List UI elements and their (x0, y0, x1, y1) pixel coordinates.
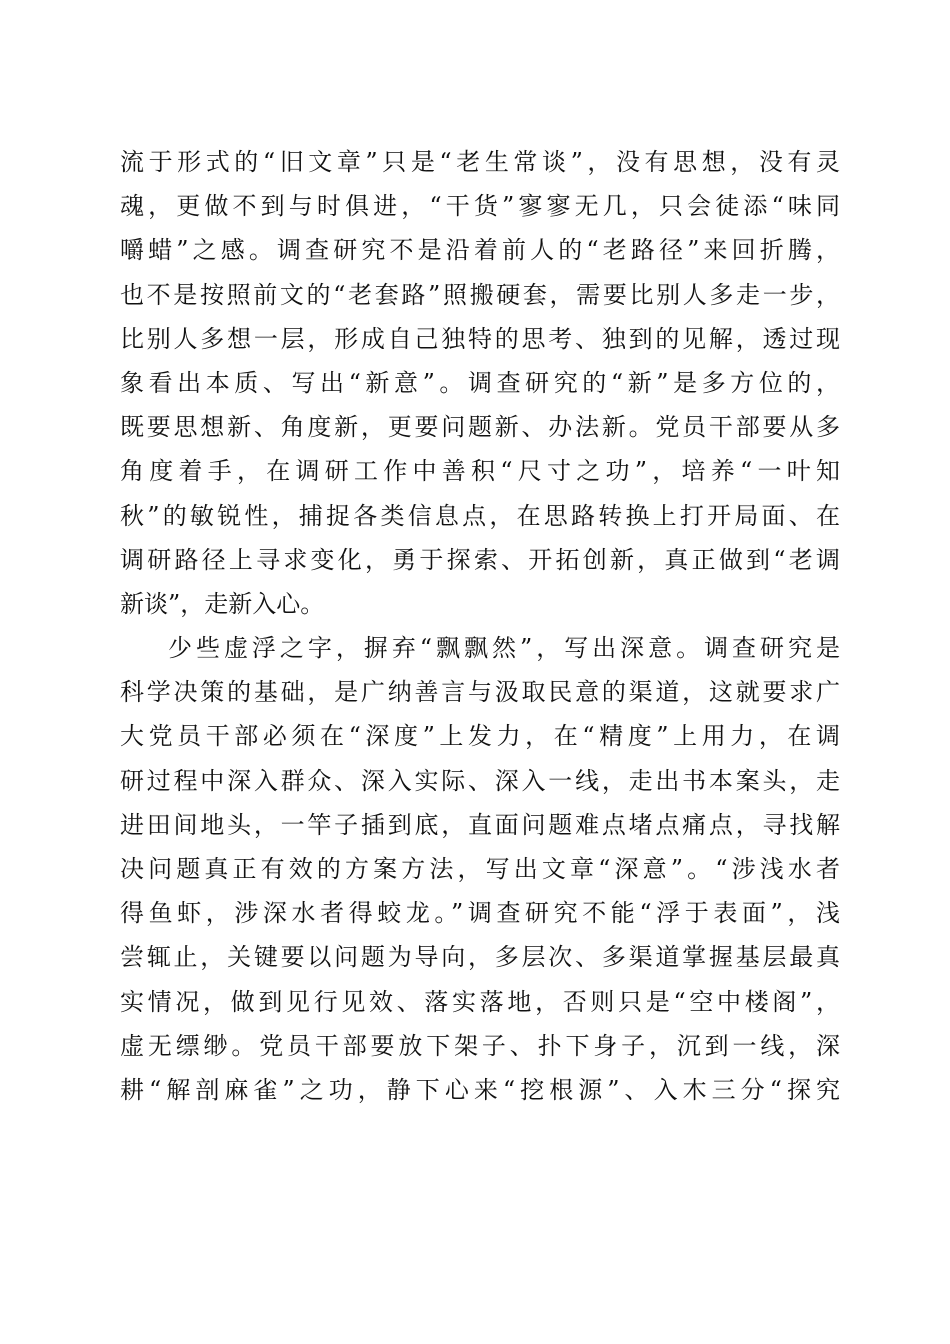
text-line: 实情况，做到见行见效、落实落地，否则只是“空中楼阁”， (120, 987, 840, 1016)
text-line: 得鱼虾，涉深水者得蛟龙。”调查研究不能“浮于表面”，浅 (120, 899, 840, 928)
text-line: 耕“解剖麻雀”之功，静下心来“挖根源”、入木三分“探究 (120, 1075, 840, 1104)
text-line: 流于形式的“旧文章”只是“老生常谈”，没有思想，没有灵 (120, 148, 840, 176)
text-line: 研过程中深入群众、深入实际、深入一线，走出书本案头，走 (120, 766, 840, 795)
text-line: 调研路径上寻求变化，勇于探索、开拓创新，真正做到“老调 (120, 545, 840, 574)
text-line: 秋”的敏锐性，捕捉各类信息点，在思路转换上打开局面、在 (120, 501, 840, 530)
text-line: 角度着手，在调研工作中善积“尺寸之功”，培养“一叶知 (120, 457, 840, 486)
paragraph (120, 626, 840, 1112)
body-text (120, 140, 840, 1112)
text-line: 科学决策的基础，是广纳善言与汲取民意的渠道，这就要求广 (120, 678, 840, 707)
text-line: 比别人多想一层，形成自己独特的思考、独到的见解，透过现 (120, 324, 840, 353)
text-line: 尝辄止，关键要以问题为导向，多层次、多渠道掌握基层最真 (120, 943, 840, 972)
text-line: 象看出本质、写出“新意”。调查研究的“新”是多方位的， (120, 368, 840, 397)
text-line: 既要思想新、角度新，更要问题新、办法新。党员干部要从多 (120, 413, 840, 442)
text-line: 虚无缥缈。党员干部要放下架子、扑下身子，沉到一线，深 (120, 1031, 840, 1060)
text-line: 也不是按照前文的“老套路”照搬硬套，需要比别人多走一步， (120, 280, 840, 309)
text-line: 大党员干部必须在“深度”上发力，在“精度”上用力，在调 (120, 722, 840, 751)
paragraph (120, 140, 840, 626)
text-line: 嚼蜡”之感。调查研究不是沿着前人的“老路径”来回折腾， (120, 236, 840, 265)
text-line: 少些虚浮之字，摒弃“飘飘然”，写出深意。调查研究是 (168, 634, 840, 663)
text-line: 新谈”，走新入心。 (120, 589, 325, 618)
text-line: 决问题真正有效的方案方法，写出文章“深意”。“涉浅水者 (120, 855, 840, 883)
text-line: 进田间地头，一竿子插到底，直面问题难点堵点痛点，寻找解 (120, 810, 840, 839)
text-line: 魂，更做不到与时俱进，“干货”寥寥无几，只会徒添“味同 (120, 192, 840, 221)
